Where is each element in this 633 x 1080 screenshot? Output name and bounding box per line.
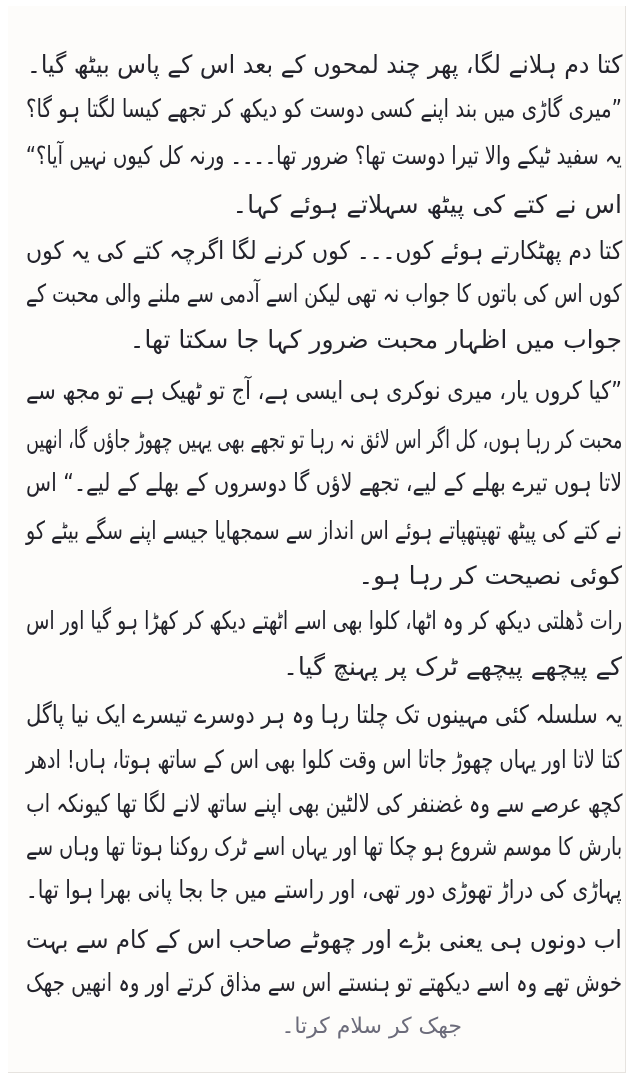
text-line-12: کوئی نصیحت کر رہا ہو۔ (358, 561, 622, 590)
text-line-9: محبت کر رہا ہوں، کل اگر اس لائق نہ رہا تو تجھے بھی یہیں چھوڑ جاؤں گا، انھیں (25, 425, 622, 454)
text-line-2: ”میری گاڑی میں بند اپنے کسی دوست کو دیکھ کر تجھے کیسا لگتا ہو گا؟ (26, 94, 622, 123)
text-line-8: ”کیا کروں یار، میری نوکری ہی ایسی ہے، آج تو ٹھیک ہے تو مجھ سے (26, 376, 622, 405)
text-line-6: کوں اس کی باتوں کا جواب نہ تھی لیکن اسے آدمی سے ملنے والی محبت کے (26, 279, 622, 308)
text-line-14: کے پیچھے پیچھے ٹرک پر پہنچ گیا۔ (283, 652, 622, 681)
text-line-4: اس نے کتے کی پیٹھ سہلاتے ہوئے کہا۔ (232, 190, 622, 219)
text-line-16: کتا لاتا اور یہاں چھوڑ جاتا اس وقت کلوا بھی اس کے ساتھ ہوتا، ہاں! ادھر (25, 745, 622, 774)
text-line-19: پہاڑی کی دراڑ تھوڑی دور تھی، اور راستے میں جا بجا پانی بھرا ہوا تھا۔ (26, 875, 622, 904)
text-line-3: یہ سفید ٹیکے والا تیرا دوست تھا؟ ضرور تھا۔۔۔۔ ورنہ کل کیوں نہیں آیا؟“ (26, 141, 622, 170)
text-line-7: جواب میں اظہار محبت ضرور کہا جا سکتا تھا۔ (129, 325, 622, 354)
text-line-18: بارش کا موسم شروع ہو چکا تھا اور یہاں اسے ٹرک روکنا ہوتا تھا وہاں سے (25, 832, 622, 861)
text-line-5: کتا دم پھٹکارتے ہوئے کوں۔۔۔ کوں کرنے لگا اگرچہ کتے کی یہ کوں (25, 236, 622, 265)
text-line-20: اب دونوں ہی یعنی بڑے اور چھوٹے صاحب اس کے کام سے بہت (26, 925, 622, 954)
handwritten-urdu-text (22, 6, 622, 1072)
text-line-13: رات ڈھلتی دیکھ کر وہ اٹھا، کلوا بھی اسے اٹھتے دیکھ کر کھڑا ہو گیا اور اس (25, 606, 622, 635)
manuscript-sheet (8, 6, 626, 1073)
text-line-1: کتا دم ہلانے لگا، پھر چند لمحوں کے بعد اس کے پاس بیٹھ گیا۔ (26, 50, 622, 79)
text-line-17: کچھ عرصے سے وہ غضنفر کی لالٹین بھی اپنے ساتھ لانے لگا تھا کیونکہ اب (25, 789, 622, 818)
text-line-21: خوش تھے وہ اسے دیکھتے تو ہنستے اس سے مذاق کرتے اور وہ انھیں جھک (25, 968, 622, 997)
text-line-15: یہ سلسلہ کئی مہینوں تک چلتا رہا وہ ہر دوسرے تیسرے ایک نیا پاگل (25, 700, 622, 729)
text-line-22-pencil: جھک کر سلام کرتا۔ (281, 1014, 462, 1039)
text-line-10: لاتا ہوں تیرے بھلے کے لیے، تجھے لاؤں گا دوسروں کے بھلے کے لیے۔“ اس (26, 468, 622, 497)
text-line-11: نے کتے کی پیٹھ تھپتھپاتے ہوئے اس انداز سے سمجھایا جیسے اپنے سگے بیٹے کو (26, 516, 622, 545)
